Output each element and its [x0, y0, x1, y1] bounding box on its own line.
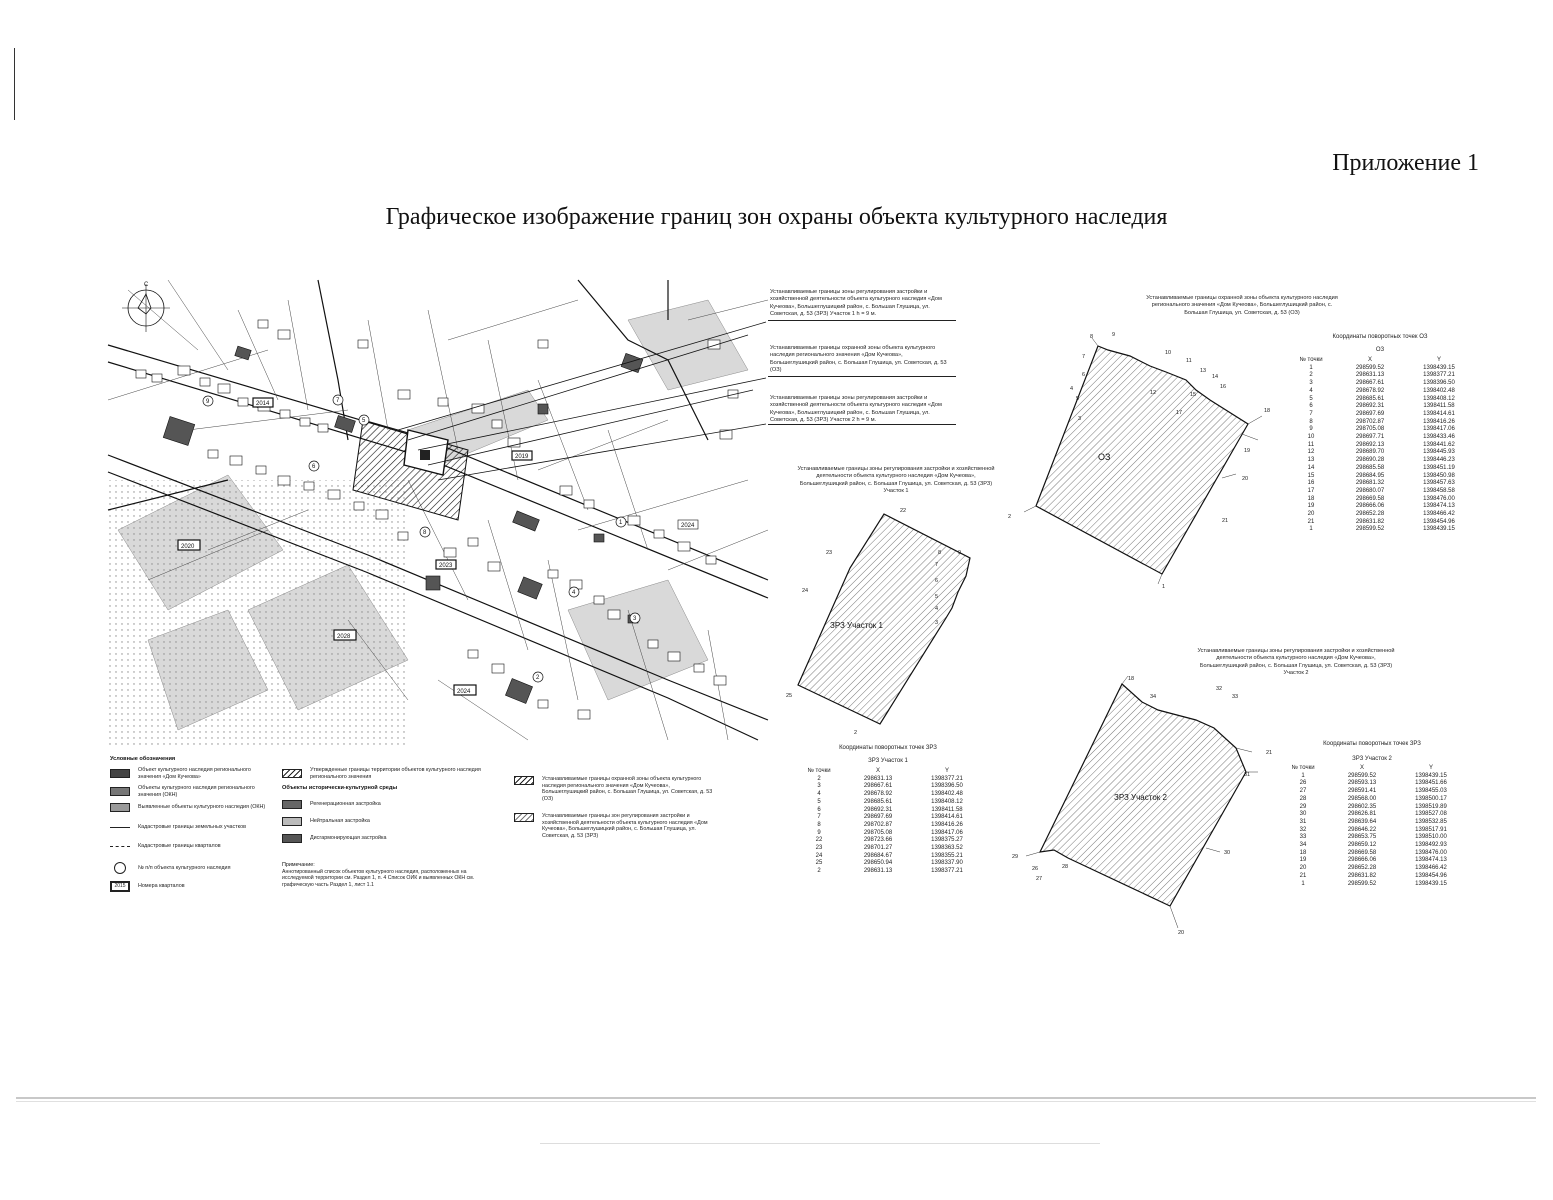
- callout-zrz1: Устанавливаемые границы зоны регулирования застройки и хозяйственной деятельности объекта культурного наследия «Дом Кучеова», Большеглушицкий район, с. Большая Глушица, ул. Советская, д. 53 (ЗРЗ) Участок 1 h = 9 м.: [770, 289, 942, 318]
- table-row: 3 298667.61 1398396.50: [1309, 380, 1455, 387]
- table-row: 30 298626.81 1398527.08: [1299, 811, 1447, 818]
- table-row: 1 298599.52 1398439.15: [1301, 772, 1447, 779]
- table-row: 20 298652.28 1398466.42: [1307, 511, 1455, 518]
- svg-text:8: 8: [938, 550, 942, 556]
- legend-title: Условные обозначения: [110, 756, 176, 762]
- table-row: 9 298705.08 1398417.06: [817, 829, 963, 836]
- scan-artifact: [16, 1097, 1536, 1099]
- svg-text:25: 25: [786, 693, 793, 699]
- table-header-row: № точки X Y: [1291, 765, 1433, 771]
- scan-artifact: [540, 1143, 1100, 1144]
- svg-text:ЗРЗ Участок 2: ЗРЗ Участок 2: [1114, 793, 1167, 802]
- site-map: [108, 280, 768, 746]
- zrz2-table-title: Координаты поворотных точек ЗРЗ: [1323, 741, 1421, 747]
- oz-plan: [1000, 328, 1271, 590]
- legend-item: № п/п объекта культурного наследия: [110, 862, 270, 874]
- svg-text:2020: 2020: [181, 544, 195, 550]
- zrz1-table-subtitle: ЗРЗ Участок 1: [868, 758, 908, 764]
- zrz1-table-title: Координаты поворотных точек ЗРЗ: [839, 745, 937, 751]
- table-row: 19 298666.06 1398474.13: [1307, 503, 1455, 510]
- svg-text:20: 20: [1178, 930, 1185, 936]
- table-row: 18 298669.58 1398476.00: [1299, 849, 1447, 856]
- svg-text:12: 12: [1150, 390, 1157, 396]
- table-row: 10 298697.71 1398433.46: [1307, 434, 1455, 441]
- scan-artifact: [16, 1101, 1536, 1102]
- svg-text:23: 23: [826, 550, 833, 556]
- legend-item: Утвержденные границы территории объектов культурного наследия регионального значения: [282, 767, 482, 780]
- svg-text:32: 32: [1216, 686, 1223, 692]
- table-row: 11 298692.13 1398441.62: [1307, 441, 1455, 448]
- callout-zrz2: Устанавливаемые границы зоны регулирования застройки и хозяйственной деятельности объекта культурного наследия «Дом Кучеова», Большеглушицкий район, с. Большая Глушица, ул. Советская, д. 53 (ЗРЗ) Участок 2 h = 9 м.: [770, 395, 942, 424]
- svg-text:2019: 2019: [515, 454, 529, 460]
- table-row: 29 298602.35 1398519.89: [1299, 803, 1447, 810]
- table-row: 26 298593.13 1398451.66: [1299, 780, 1447, 787]
- svg-text:14: 14: [1212, 374, 1219, 380]
- table-row: 23 298701.27 1398363.52: [815, 845, 963, 852]
- svg-text:2024: 2024: [681, 523, 695, 529]
- table-row: 5 298685.61 1398408.12: [817, 798, 963, 805]
- svg-text:ЗРЗ Участок 1: ЗРЗ Участок 1: [830, 621, 883, 630]
- table-row: 8 298702.87 1398416.26: [1309, 418, 1455, 425]
- table-row: 24 298684.67 1398355.21: [815, 852, 963, 859]
- svg-text:7: 7: [336, 398, 340, 404]
- table-row: 16 298681.32 1398457.63: [1307, 480, 1455, 487]
- callout-zrz1-underline: [768, 320, 956, 321]
- svg-text:1: 1: [619, 520, 623, 526]
- svg-text:8: 8: [1090, 334, 1094, 340]
- table-row: 1 298599.52 1398439.15: [1301, 880, 1447, 887]
- svg-text:ОЗ: ОЗ: [1098, 452, 1111, 462]
- svg-text:10: 10: [1165, 350, 1172, 356]
- svg-text:19: 19: [1244, 448, 1251, 454]
- svg-text:24: 24: [802, 588, 809, 594]
- svg-text:С: С: [144, 282, 149, 288]
- svg-text:27: 27: [1036, 876, 1043, 882]
- table-row: 4 298678.92 1398402.48: [1309, 387, 1455, 394]
- table-row: 6 298692.31 1398411.58: [817, 806, 963, 813]
- oz-table-subtitle: ОЗ: [1375, 347, 1385, 353]
- svg-text:4: 4: [1070, 386, 1074, 392]
- table-header-row: № точки X Y: [807, 768, 949, 774]
- svg-text:2: 2: [1008, 514, 1012, 520]
- table-row: 7 298697.69 1398414.61: [817, 814, 963, 821]
- table-row: 22 298723.66 1398375.27: [815, 837, 963, 844]
- svg-text:6: 6: [1082, 372, 1086, 378]
- svg-text:3: 3: [633, 616, 637, 622]
- svg-text:4: 4: [935, 606, 939, 612]
- svg-text:7: 7: [935, 562, 939, 568]
- table-row: 15 298684.95 1398450.98: [1307, 472, 1455, 479]
- table-row: 9 298705.08 1398417.06: [1309, 426, 1455, 433]
- svg-text:7: 7: [1082, 354, 1086, 360]
- svg-text:2: 2: [536, 675, 540, 681]
- svg-text:6: 6: [935, 578, 939, 584]
- svg-text:28: 28: [1062, 864, 1069, 870]
- svg-text:16: 16: [1220, 384, 1227, 390]
- legend-note: Аннотированный список объектов культурного наследия, расположенных на исследуемой территории см. Раздел 1, п. 4 Список ОИК и выявленных ОКН см. графическую часть Раздел 1, лист 1.1: [282, 869, 475, 888]
- table-row: 32 298646.22 1398517.91: [1299, 826, 1447, 833]
- table-row: 6 298692.31 1398411.58: [1309, 403, 1455, 410]
- svg-text:3: 3: [935, 620, 939, 626]
- zrz2-plan: [1010, 672, 1280, 938]
- svg-text:15: 15: [1190, 392, 1197, 398]
- table-row: 25 298650.94 1398337.90: [815, 860, 963, 867]
- svg-text:21: 21: [1222, 518, 1229, 524]
- table-row: 27 298591.41 1398455.03: [1299, 788, 1447, 795]
- scan-margin-mark: [14, 48, 15, 120]
- callout-oz: Устанавливаемые границы охранной зоны объекта культурного наследия регионального значения «Дом Кучеова», Большеглушицкий район, с. Большая Глушица, ул. Советская, д. 53 (ОЗ): [770, 345, 947, 374]
- svg-text:34: 34: [1150, 694, 1157, 700]
- svg-text:2024: 2024: [457, 689, 471, 695]
- legend-item: Кадастровые границы кварталов: [110, 843, 270, 850]
- zrz2-table-subtitle: ЗРЗ Участок 2: [1352, 756, 1392, 762]
- zrz1-caption: Устанавливаемые границы зоны регулирования застройки и хозяйственной деятельности объекта культурного наследия «Дом Кучеова», Большеглушицкий район, с. Большая Глушица, ул. Советская, д. 53 (ЗРЗ) Участок 1: [797, 466, 995, 495]
- table-row: 20 298652.28 1398466.42: [1299, 865, 1447, 872]
- oz-coordinates-table: [1288, 357, 1472, 534]
- svg-text:9: 9: [958, 550, 962, 556]
- svg-text:30: 30: [1224, 850, 1231, 856]
- svg-text:17: 17: [1176, 410, 1183, 416]
- svg-text:26: 26: [1032, 866, 1039, 872]
- svg-text:11: 11: [1186, 358, 1192, 364]
- svg-text:8: 8: [423, 530, 427, 536]
- svg-text:9: 9: [206, 399, 210, 405]
- table-row: 12 298689.70 1398445.93: [1307, 449, 1455, 456]
- svg-text:18: 18: [1128, 676, 1135, 682]
- svg-text:31: 31: [1244, 772, 1251, 778]
- legend-item: Нейтральная застройка: [282, 817, 482, 826]
- oz-table-title: Координаты поворотных точек ОЗ: [1332, 334, 1428, 340]
- callout-oz-underline: [768, 376, 956, 377]
- svg-text:2: 2: [854, 730, 858, 736]
- table-row: 5 298685.61 1398408.12: [1309, 395, 1455, 402]
- table-row: 34 298659.12 1398492.93: [1299, 842, 1447, 849]
- svg-text:9: 9: [1112, 332, 1116, 338]
- svg-text:2028: 2028: [337, 634, 351, 640]
- callout-zrz2-underline: [768, 424, 956, 425]
- table-row: 8 298702.87 1398416.26: [817, 821, 963, 828]
- legend-item: Дисгармонирующая застройка: [282, 834, 482, 843]
- svg-text:5: 5: [935, 594, 939, 600]
- svg-text:29: 29: [1012, 854, 1019, 860]
- table-row: 1 298599.52 1398439.15: [1309, 364, 1455, 371]
- legend-item: Устанавливаемые границы зон регулирования застройки и хозяйственной деятельности объекта культурного наследия «Дом Кучеова», Большеглушицкий район, с. Большая Глушица, ул. Советская, д. 53 (ЗРЗ): [514, 813, 714, 839]
- table-row: 1 298599.52 1398439.15: [1309, 526, 1455, 533]
- table-row: 17 298680.07 1398458.58: [1307, 487, 1455, 494]
- svg-text:13: 13: [1200, 368, 1207, 374]
- table-row: 13 298690.28 1398446.23: [1307, 457, 1455, 464]
- table-row: 31 298639.64 1398532.85: [1299, 818, 1447, 825]
- legend-item: 2015 Номера кварталов: [110, 881, 270, 892]
- svg-text:1: 1: [1162, 584, 1166, 590]
- svg-text:20: 20: [1242, 476, 1249, 482]
- legend-item: Объекты культурного наследия регионального значения (ОКН): [110, 785, 270, 798]
- table-row: 19 298666.06 1398474.13: [1299, 857, 1447, 864]
- zrz1-plan: [780, 500, 980, 736]
- legend-item: Устанавливаемые границы охранной зоны объекта культурного наследия регионального значения «Дом Кучеова», Большеглушицкий район, с. Большая Глушица, ул. Советская, д. 53 (ОЗ): [514, 776, 714, 802]
- svg-text:21: 21: [1266, 750, 1273, 756]
- page-title: Графическое изображение границ зон охраны объекта культурного наследия: [385, 204, 1168, 230]
- svg-text:22: 22: [900, 508, 907, 514]
- legend-item: Выявленные объекты культурного наследия (ОКН): [110, 803, 270, 812]
- svg-text:33: 33: [1232, 694, 1239, 700]
- svg-text:4: 4: [572, 590, 576, 596]
- table-row: 21 298631.82 1398454.96: [1299, 872, 1447, 879]
- table-header-row: № точки X Y: [1299, 357, 1441, 363]
- svg-text:2014: 2014: [256, 401, 270, 407]
- legend-item: Объект культурного наследия регионального значения «Дом Кучеова»: [110, 767, 270, 780]
- table-row: 33 298653.75 1398510.00: [1299, 834, 1447, 841]
- legend-item: Регенерационная застройка: [282, 800, 482, 809]
- oz-caption: Устанавливаемые границы охранной зоны объекта культурного наследия регионального значения «Дом Кучеова», Большеглушицкий район, с. Большая Глушица, ул. Советская, д. 53 (ОЗ): [1146, 295, 1338, 316]
- zrz2-coordinates-table: [1280, 765, 1464, 888]
- legend-item: Кадастровые границы земельных участков: [110, 824, 270, 831]
- table-row: 14 298685.58 1398451.19: [1307, 464, 1455, 471]
- svg-text:2023: 2023: [439, 563, 453, 569]
- table-row: 21 298631.82 1398454.96: [1307, 518, 1455, 525]
- table-row: 7 298697.69 1398414.61: [1309, 410, 1455, 417]
- table-row: 3 298667.61 1398396.50: [817, 783, 963, 790]
- svg-text:5: 5: [362, 418, 366, 424]
- svg-text:6: 6: [312, 464, 316, 470]
- table-row: 18 298669.58 1398476.00: [1307, 495, 1455, 502]
- legend-subtitle: Объекты исторически-культурной среды: [282, 785, 398, 791]
- zrz1-coordinates-table: [796, 768, 980, 876]
- table-row: 2 298631.13 1398377.21: [817, 775, 963, 782]
- table-row: 28 298568.00 1398500.17: [1299, 795, 1447, 802]
- table-row: 2 298631.13 1398377.21: [817, 868, 963, 875]
- zrz2-caption: Устанавливаемые границы зоны регулирования застройки и хозяйственной деятельности объекта культурного наследия «Дом Кучеова», Большеглушицкий район, с. Большая Глушица, ул. Советская, д. 53 (ЗРЗ) Участок 2: [1197, 648, 1395, 677]
- svg-text:3: 3: [1078, 416, 1082, 422]
- svg-text:5: 5: [1076, 396, 1080, 402]
- svg-text:18: 18: [1264, 408, 1271, 414]
- table-row: 2 298631.13 1398377.21: [1309, 372, 1455, 379]
- appendix-label: Приложение 1: [1332, 150, 1479, 176]
- legend-note-title: Примечание:: [282, 862, 315, 868]
- table-row: 4 298678.92 1398402.48: [817, 791, 963, 798]
